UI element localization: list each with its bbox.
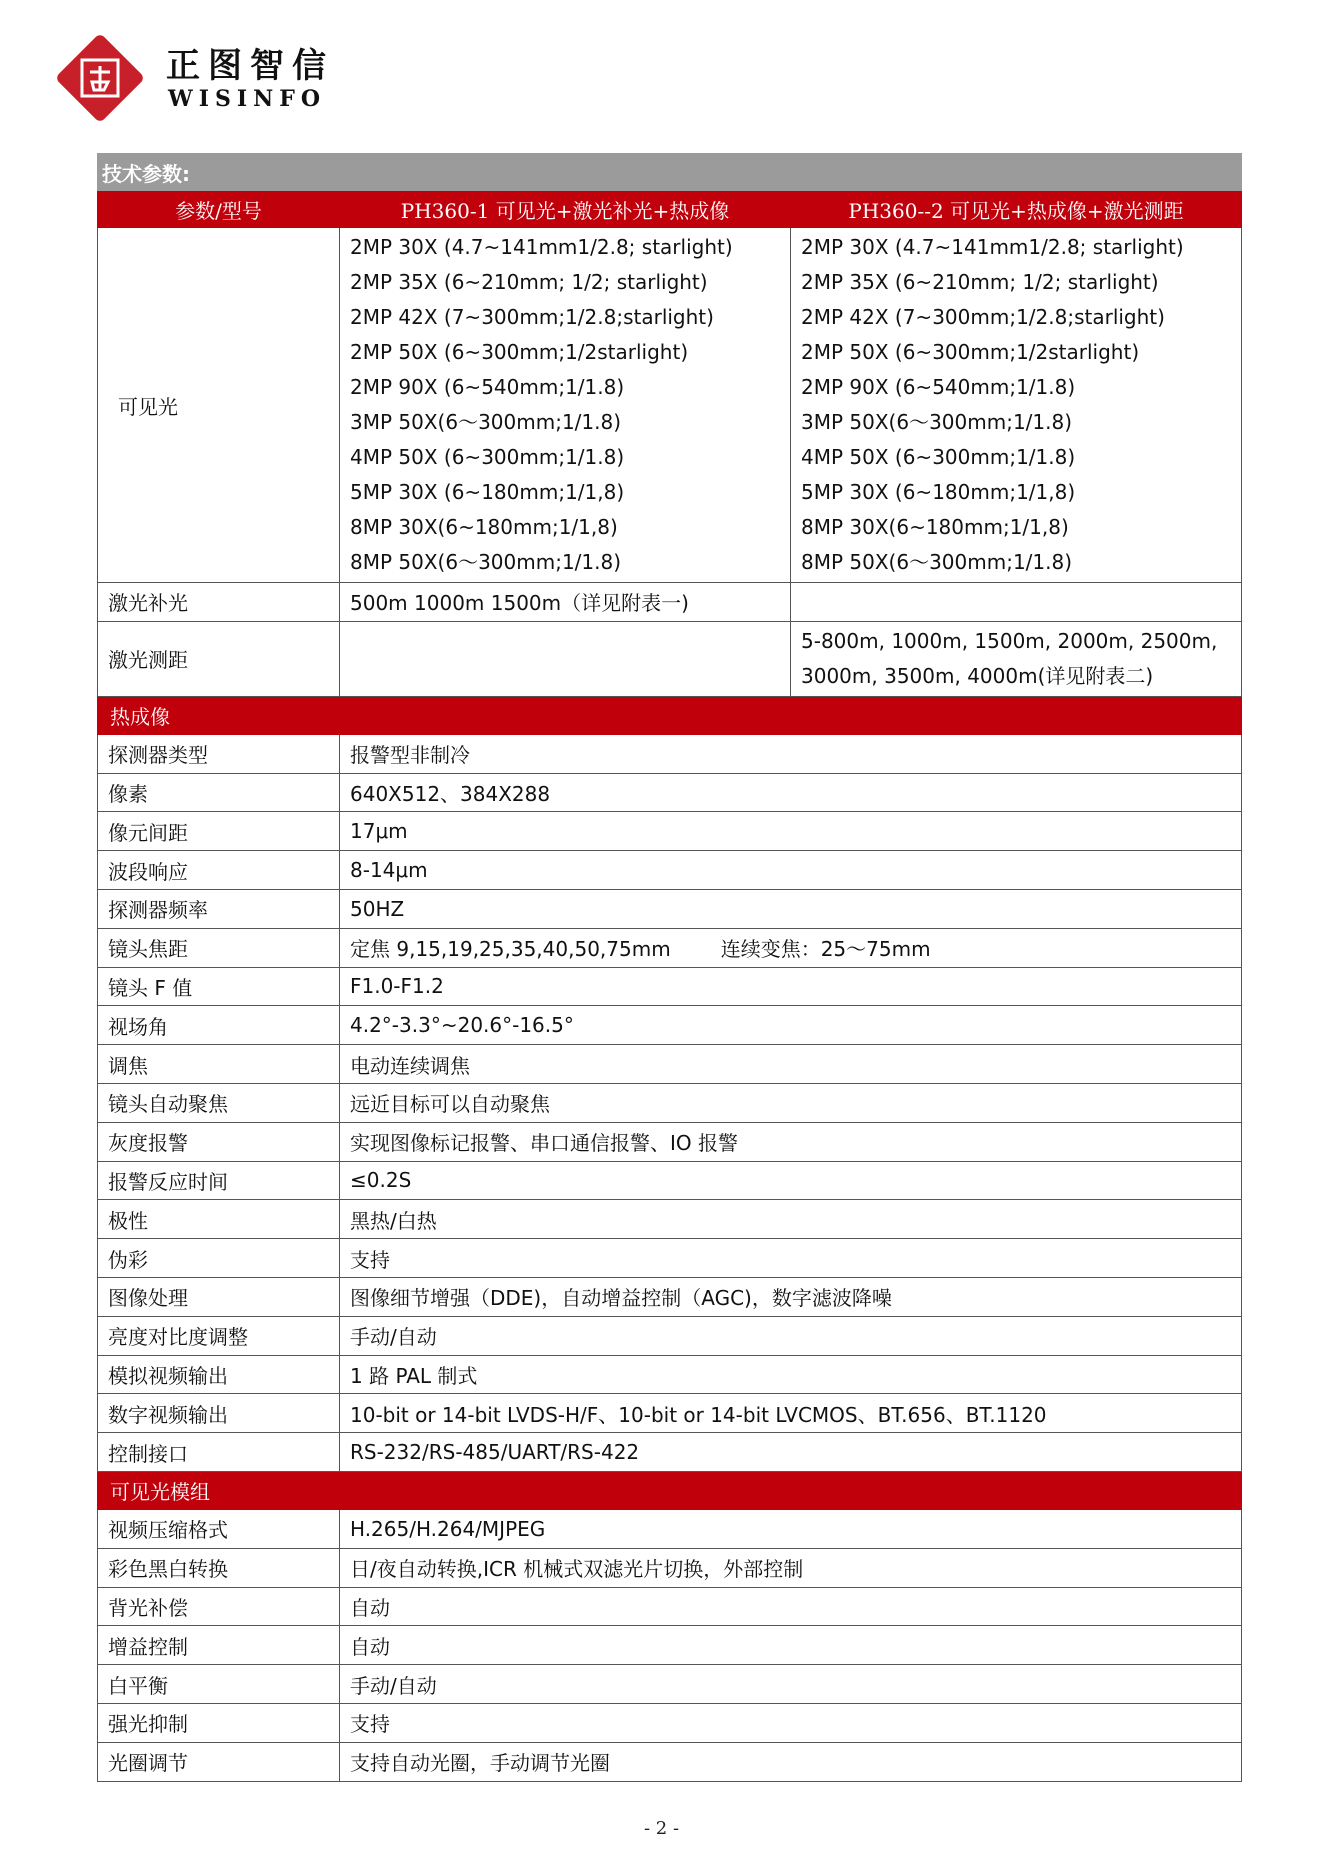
table-row (98, 1161, 1242, 1200)
table-row (98, 1355, 1242, 1394)
header-model-2: PH360--2 可见光+热成像+激光测距 (791, 191, 1242, 228)
table-row (98, 1742, 1242, 1781)
row-value: 8-14μm (340, 851, 1242, 890)
table-row (98, 928, 1242, 967)
row-value: 4.2°-3.3°~20.6°-16.5° (340, 1006, 1242, 1045)
row-label: 强光抑制 (98, 1703, 340, 1742)
list-item: 2MP 50X (6~300mm;1/2starlight) (350, 340, 689, 364)
model-2-lenses (791, 228, 1242, 583)
list-item: 8MP 30X(6~180mm;1/1,8) (801, 515, 1069, 539)
table-row (98, 1626, 1242, 1665)
fixed-focal-value: 定焦 9,15,19,25,35,40,50,75mm (350, 937, 671, 962)
row-value: 10-bit or 14-bit LVDS-H/F、10-bit or 14-bit LVCMOS、BT.656、BT.1120 (340, 1394, 1242, 1433)
laser-fill-row (98, 583, 1242, 622)
row-value: 1 路 PAL 制式 (340, 1355, 1242, 1394)
row-label: 探测器类型 (98, 734, 340, 773)
table-row (98, 851, 1242, 890)
table-row (98, 1006, 1242, 1045)
list-item: 2MP 90X (6~540mm;1/1.8) (350, 375, 625, 399)
list-item: 2MP 30X (4.7~141mm1/2.8; starlight) (350, 235, 733, 259)
row-label: 增益控制 (98, 1626, 340, 1665)
row-label: 调焦 (98, 1045, 340, 1084)
table-row (98, 1433, 1242, 1472)
row-label: 视场角 (98, 1006, 340, 1045)
row-value: 图像细节增强（DDE)，自动增益控制（AGC)，数字滤波降噪 (340, 1277, 1242, 1316)
list-item: 2MP 42X (7~300mm;1/2.8;starlight) (801, 305, 1165, 329)
list-item: 4MP 50X (6~300mm;1/1.8) (350, 445, 625, 469)
row-label: 像元间距 (98, 812, 340, 851)
logo-english-name: WISINFO (168, 86, 327, 112)
list-item: 5-800m, 1000m, 1500m, 2000m, 2500m, (801, 628, 1218, 653)
list-item: 2MP 35X (6~210mm; 1/2; starlight) (350, 270, 708, 294)
row-label: 像素 (98, 773, 340, 812)
list-item: 4MP 50X (6~300mm;1/1.8) (801, 445, 1076, 469)
lens-list (801, 230, 1231, 580)
list-item: 5MP 30X (6~180mm;1/1,8) (801, 480, 1076, 504)
list-item: 3MP 50X(6～300mm;1/1.8) (801, 410, 1073, 434)
row-label: 视频压缩格式 (98, 1509, 340, 1548)
thermal-section-title: 热成像 (98, 696, 1242, 734)
row-label: 镜头 F 值 (98, 967, 340, 1006)
row-value: RS-232/RS-485/UART/RS-422 (340, 1433, 1242, 1472)
row-label: 激光测距 (98, 621, 340, 696)
row-value: 500m 1000m 1500m（详见附表一) (340, 583, 791, 622)
table-row (98, 1587, 1242, 1626)
company-logo (54, 28, 334, 128)
list-item: 2MP 50X (6~300mm;1/2starlight) (801, 340, 1140, 364)
table-row (98, 1083, 1242, 1122)
row-label: 数字视频输出 (98, 1394, 340, 1433)
list-item: 5MP 30X (6~180mm;1/1,8) (350, 480, 625, 504)
header-model-1: PH360-1 可见光+激光补光+热成像 (340, 191, 791, 228)
thermal-rows (98, 734, 1242, 1471)
row-label: 极性 (98, 1200, 340, 1239)
table-row (98, 1548, 1242, 1587)
row-label: 探测器频率 (98, 889, 340, 928)
row-label: 彩色黑白转换 (98, 1548, 340, 1587)
row-value (340, 621, 791, 696)
row-label: 波段响应 (98, 851, 340, 890)
row-value: F1.0-F1.2 (340, 967, 1242, 1006)
row-value: 640X512、384X288 (340, 773, 1242, 812)
list-item: 2MP 35X (6~210mm; 1/2; starlight) (801, 270, 1159, 294)
range-list (801, 624, 1231, 694)
row-value (791, 621, 1242, 696)
table-row (98, 889, 1242, 928)
model-1-lenses (340, 228, 791, 583)
row-value: 支持自动光圈，手动调节光圈 (340, 1742, 1242, 1781)
table-row (98, 773, 1242, 812)
list-item: 2MP 42X (7~300mm;1/2.8;starlight) (350, 305, 714, 329)
list-item: 8MP 50X(6～300mm;1/1.8) (801, 550, 1073, 574)
row-value (340, 928, 1242, 967)
header-param: 参数/型号 (98, 191, 340, 228)
row-value: 远近目标可以自动聚焦 (340, 1083, 1242, 1122)
row-value: 报警型非制冷 (340, 734, 1242, 773)
logo-chinese-name: 正图智信 (166, 46, 334, 86)
row-value: 支持 (340, 1239, 1242, 1278)
visible-module-rows (98, 1509, 1242, 1781)
row-label: 白平衡 (98, 1665, 340, 1704)
row-label: 光圈调节 (98, 1742, 340, 1781)
row-label: 模拟视频输出 (98, 1355, 340, 1394)
title-row (98, 154, 1242, 191)
row-label: 激光补光 (98, 583, 340, 622)
row-label: 背光补偿 (98, 1587, 340, 1626)
table-row (98, 1122, 1242, 1161)
zoom-focal-value: 连续变焦：25～75mm (720, 937, 931, 962)
list-item: 8MP 50X(6～300mm;1/1.8) (350, 550, 622, 574)
row-value: 支持 (340, 1703, 1242, 1742)
row-value: 手动/自动 (340, 1316, 1242, 1355)
row-value: 电动连续调焦 (340, 1045, 1242, 1084)
table-row (98, 1316, 1242, 1355)
table-row (98, 1703, 1242, 1742)
section-title: 技术参数: (98, 154, 1242, 191)
table-row (98, 812, 1242, 851)
table-row (98, 967, 1242, 1006)
spec-table (97, 153, 1242, 1782)
row-label: 亮度对比度调整 (98, 1316, 340, 1355)
table-row (98, 1509, 1242, 1548)
list-item: 2MP 90X (6~540mm;1/1.8) (801, 375, 1076, 399)
lens-list (350, 230, 780, 580)
row-value: ≤0.2S (340, 1161, 1242, 1200)
list-item: 3MP 50X(6～300mm;1/1.8) (350, 410, 622, 434)
row-label: 控制接口 (98, 1433, 340, 1472)
row-value: 日/夜自动转换,ICR 机械式双滤光片切换，外部控制 (340, 1548, 1242, 1587)
table-row (98, 1277, 1242, 1316)
row-value: 自动 (340, 1587, 1242, 1626)
row-label: 镜头焦距 (98, 928, 340, 967)
table-row (98, 1045, 1242, 1084)
row-value (791, 583, 1242, 622)
header-row (98, 191, 1242, 228)
table-row (98, 1394, 1242, 1433)
row-value: 实现图像标记报警、串口通信报警、IO 报警 (340, 1122, 1242, 1161)
row-value: 黑热/白热 (340, 1200, 1242, 1239)
visible-light-row (98, 228, 1242, 583)
table-row (98, 1239, 1242, 1278)
table-row (98, 1665, 1242, 1704)
row-value: H.265/H.264/MJPEG (340, 1509, 1242, 1548)
row-label: 报警反应时间 (98, 1161, 340, 1200)
logo-diamond-icon (54, 32, 146, 124)
list-item: 2MP 30X (4.7~141mm1/2.8; starlight) (801, 235, 1184, 259)
row-label: 灰度报警 (98, 1122, 340, 1161)
table-row (98, 1200, 1242, 1239)
row-value: 自动 (340, 1626, 1242, 1665)
row-label: 镜头自动聚焦 (98, 1083, 340, 1122)
visible-module-section-row (98, 1471, 1242, 1509)
row-label: 图像处理 (98, 1277, 340, 1316)
visible-module-section-title: 可见光模组 (98, 1471, 1242, 1509)
row-value: 手动/自动 (340, 1665, 1242, 1704)
row-value: 17μm (340, 812, 1242, 851)
page-number: - 2 - (643, 1818, 680, 1839)
list-item: 3000m, 3500m, 4000m(详见附表二) (801, 663, 1154, 688)
thermal-section-row (98, 696, 1242, 734)
table-row (98, 734, 1242, 773)
row-label: 可见光 (98, 228, 340, 583)
row-label: 伪彩 (98, 1239, 340, 1278)
laser-range-row (98, 621, 1242, 696)
list-item: 8MP 30X(6~180mm;1/1,8) (350, 515, 618, 539)
row-value: 50HZ (340, 889, 1242, 928)
